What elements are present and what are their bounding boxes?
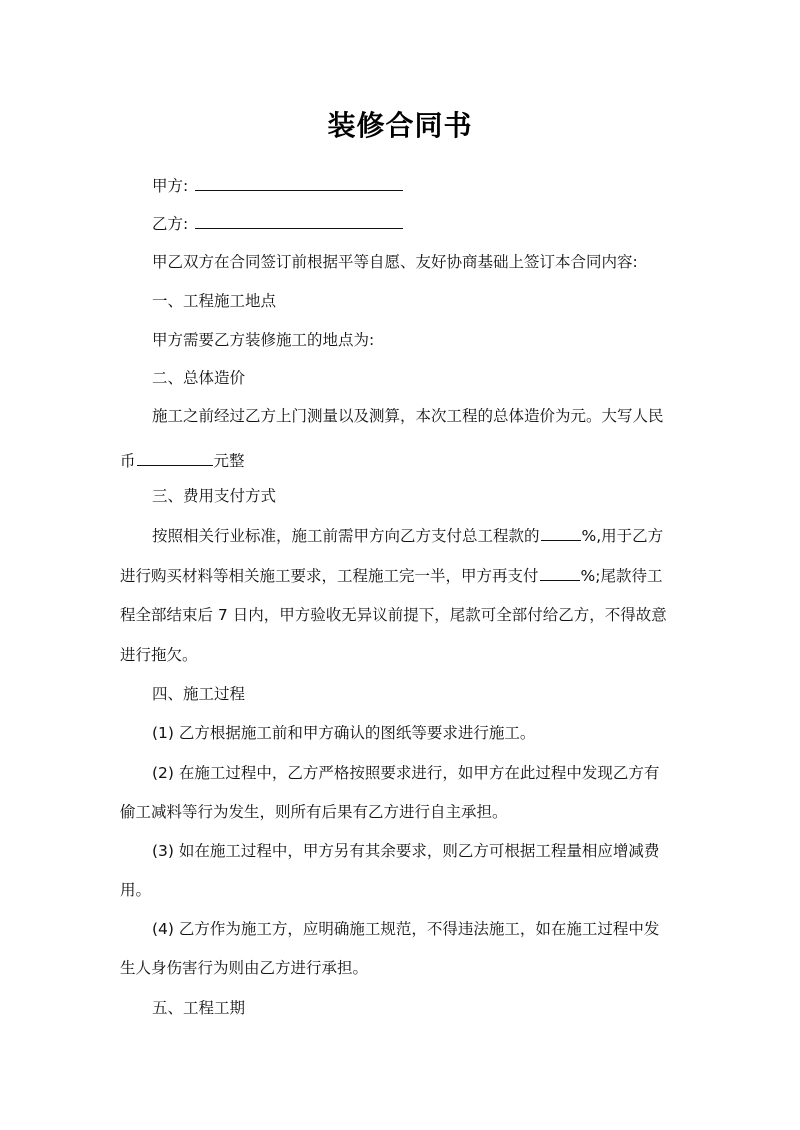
section-4-item-2-line-1: (2) 在施工过程中，乙方严格按照要求进行，如甲方在此过程中发现乙方有	[152, 764, 660, 782]
amount-in-words-blank	[137, 451, 213, 466]
party-a-line	[152, 176, 403, 196]
section-2-currency-prefix: 币	[120, 452, 136, 470]
section-4-item-4-line-1: (4) 乙方作为施工方，应明确施工规范，不得违法施工，如在施工过程中发	[152, 920, 660, 938]
intro-paragraph: 甲乙双方在合同签订前根据平等自愿、友好协商基础上签订本合同内容:	[152, 253, 638, 271]
section-3-line-2-suffix: %;尾款待工	[580, 567, 663, 585]
second-payment-percent-blank	[540, 566, 580, 581]
section-4-item-3-line-2: 用。	[120, 881, 152, 899]
section-1-text: 甲方需要乙方装修施工的地点为:	[152, 331, 375, 349]
section-3-line-4: 进行拖欠。	[120, 646, 198, 664]
section-3-line-1	[152, 526, 663, 546]
section-3-line-3: 程全部结束后 7 日内，甲方验收无异议前提下，尾款可全部付给乙方，不得故意	[120, 606, 667, 624]
section-3-line-1-suffix: %,用于乙方	[581, 527, 664, 545]
section-4-item-4-line-2: 生人身伤害行为则由乙方进行承担。	[120, 959, 369, 977]
section-4-item-1: (1) 乙方根据施工前和甲方确认的图纸等要求进行施工。	[152, 724, 536, 742]
party-b-label: 乙方:	[152, 215, 189, 233]
party-a-blank	[195, 176, 403, 191]
party-b-blank	[195, 214, 403, 229]
section-2-heading: 二、总体造价	[152, 369, 246, 387]
section-2-text-line-2	[120, 451, 245, 471]
section-3-line-2	[120, 566, 662, 586]
section-5-heading: 五、工程工期	[152, 999, 246, 1017]
first-payment-percent-blank	[541, 526, 581, 541]
section-2-currency-suffix: 元整	[213, 452, 245, 470]
section-1-heading: 一、工程施工地点	[152, 292, 277, 310]
party-b-line	[152, 214, 403, 234]
document-title: 装修合同书	[327, 109, 473, 142]
section-4-heading: 四、施工过程	[152, 685, 246, 703]
section-4-item-2-line-2: 偷工减料等行为发生，则所有后果有乙方进行自主承担。	[120, 803, 508, 821]
section-3-line-1-prefix: 按照相关行业标准，施工前需甲方向乙方支付总工程款的	[152, 527, 540, 545]
party-a-label: 甲方:	[152, 177, 189, 195]
section-2-text-line-1: 施工之前经过乙方上门测量以及测算，本次工程的总体造价为元。大写人民	[152, 407, 664, 425]
section-3-heading: 三、费用支付方式	[152, 487, 277, 505]
section-3-line-2-prefix: 进行购买材料等相关施工要求，工程施工完一半，甲方再支付	[120, 567, 539, 585]
section-4-item-3-line-1: (3) 如在施工过程中，甲方另有其余要求，则乙方可根据工程量相应增减费	[152, 842, 660, 860]
